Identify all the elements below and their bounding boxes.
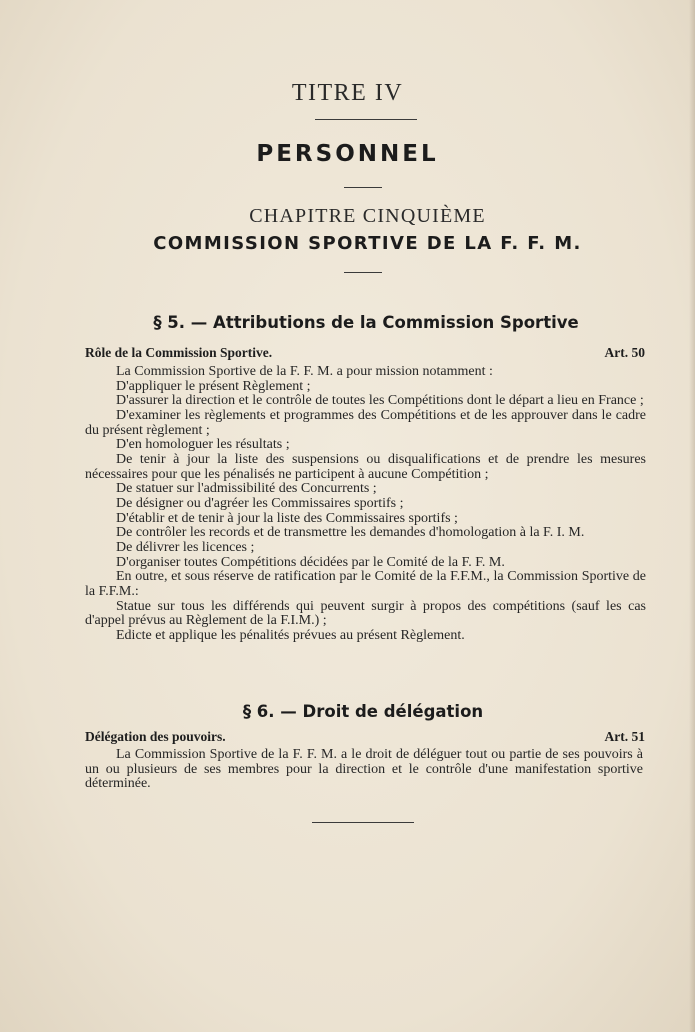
section-5-body [85,365,646,643]
article-50-label: Art. 50 [604,345,645,360]
paragraph: De tenir à jour la liste des suspensions ou disqualifications et de prendre les mesures nécessaires pour que les pénalisés ne participent à aucune Compétition ; [85,451,646,482]
paragraph: En outre, et sous réserve de ratification par le Comité de la F.F.M., la Commission Sportive de la F.F.M.: [85,569,646,599]
paragraph: D'organiser toutes Compétitions décidées par le Comité de la F. F. M. [116,554,505,570]
section-5-subheading: Rôle de la Commission Sportive. [85,345,273,360]
personnel-heading: PERSONNEL [256,141,439,167]
commission-heading: COMMISSION SPORTIVE DE LA F. F. M. [153,233,582,254]
paragraph: De délivrer les licences ; [116,539,255,555]
paragraph: Statue sur tous les différends qui peuvent surgir à propos des compétitions (sauf les cas d'appel prévus au Règlement de la F.I.M.) ; [85,598,646,629]
section-5-heading: § 5. — Attributions de la Commission Sportive [153,313,579,332]
paragraph: De contrôler les records et de transmettre les demandes d'homologation à la F. I. M. [116,525,585,541]
paragraph: D'appliquer le présent Règlement ; [116,378,311,394]
section-6-heading: § 6. — Droit de délégation [242,702,484,721]
section-6-body [85,748,643,792]
personnel-rule [344,187,382,188]
paragraph: D'examiner les règlements et programmes des Compétitions et de les approuver dans le cadre du présent règlement ; [85,407,646,438]
article-51-label: Art. 51 [604,729,645,744]
paragraph: D'établir et de tenir à jour la liste des Commissaires sportifs ; [116,510,458,526]
paragraph: De statuer sur l'admissibilité des Concurrents ; [116,481,377,497]
titre-heading: TITRE IV [291,80,404,106]
paragraph: D'assurer la direction et le contrôle de toutes les Compétitions dont le départ a lieu en France ; [116,393,644,409]
paragraph: La Commission Sportive de la F. F. M. a pour mission notamment : [116,364,493,379]
paragraph: D'en homologuer les résultats ; [116,437,290,453]
titre-rule [315,119,417,120]
paragraph: La Commission Sportive de la F. F. M. a le droit de déléguer tout ou partie de ses pouvoirs à un ou plusieurs de ses membres pour la direction et le contrôle d'une manifestation sportive déterminée. [85,747,643,792]
paragraph: Edicte et applique les pénalités prévues au présent Règlement. [116,627,465,643]
paragraph: De désigner ou d'agréer les Commissaires sportifs ; [116,495,404,511]
closing-rule [312,822,414,823]
section-6-subheading: Délégation des pouvoirs. [85,729,226,744]
chapitre-heading: CHAPITRE CINQUIÈME [249,205,486,227]
chapitre-rule [344,272,382,273]
